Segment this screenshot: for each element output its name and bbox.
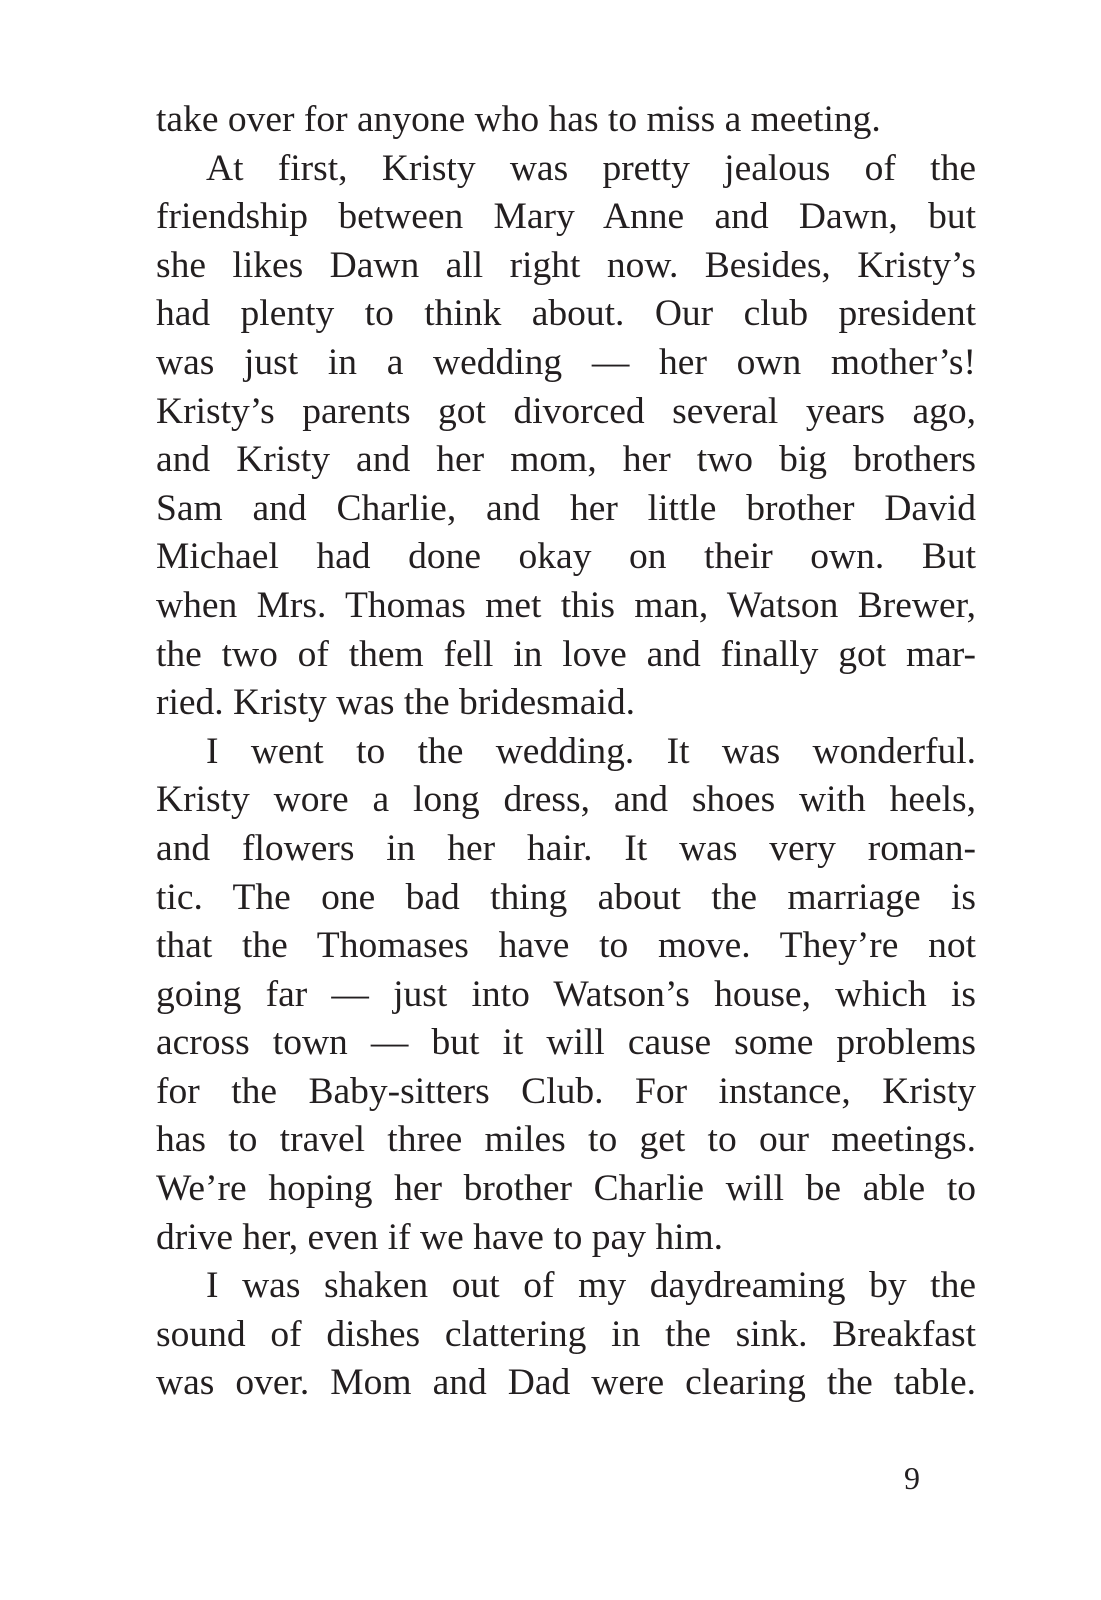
text-line: Kristy wore a long dress, and shoes with heels,	[156, 779, 976, 821]
text-line: ried. Kristy was the bridesmaid.	[156, 682, 636, 724]
body-text	[156, 96, 976, 1408]
text-line: was over. Mom and Dad were clearing the table.	[156, 1362, 976, 1404]
text-line: At first, Kristy was pretty jealous of the	[206, 147, 976, 189]
text-line: for the Baby-sitters Club. For instance, Kristy	[156, 1070, 976, 1112]
text-line: I went to the wedding. It was wonderful.	[206, 730, 976, 772]
text-line: drive her, even if we have to pay him.	[156, 1216, 724, 1258]
text-line: Kristy’s parents got divorced several years ago,	[156, 390, 976, 432]
text-line: We’re hoping her brother Charlie will be able to	[156, 1168, 976, 1210]
text-line: Michael had done okay on their own. But	[156, 536, 976, 578]
text-line: the two of them fell in love and finally got mar-	[156, 633, 976, 675]
text-line: was just in a wedding — her own mother’s!	[156, 341, 976, 383]
text-line: she likes Dawn all right now. Besides, Kristy’s	[156, 244, 976, 286]
text-line: and flowers in her hair. It was very roman-	[156, 827, 976, 869]
text-line: friendship between Mary Anne and Dawn, but	[156, 196, 976, 238]
text-line: take over for anyone who has to miss a meeting.	[156, 99, 881, 140]
text-line: going far — just into Watson’s house, which is	[156, 973, 976, 1015]
text-line: has to travel three miles to get to our meetings.	[156, 1119, 976, 1161]
text-line: across town — but it will cause some problems	[156, 1022, 976, 1064]
text-line: had plenty to think about. Our club president	[156, 293, 976, 335]
text-line: Sam and Charlie, and her little brother David	[156, 487, 976, 529]
text-line: that the Thomases have to move. They’re not	[156, 925, 976, 967]
text-line: tic. The one bad thing about the marriage is	[156, 876, 976, 918]
text-line: when Mrs. Thomas met this man, Watson Brewer,	[156, 584, 976, 626]
text-line: and Kristy and her mom, her two big brothers	[156, 439, 976, 481]
page-number: 9	[904, 1460, 920, 1496]
text-line: sound of dishes clattering in the sink. Breakfast	[156, 1313, 976, 1355]
text-line: I was shaken out of my daydreaming by the	[206, 1265, 976, 1307]
